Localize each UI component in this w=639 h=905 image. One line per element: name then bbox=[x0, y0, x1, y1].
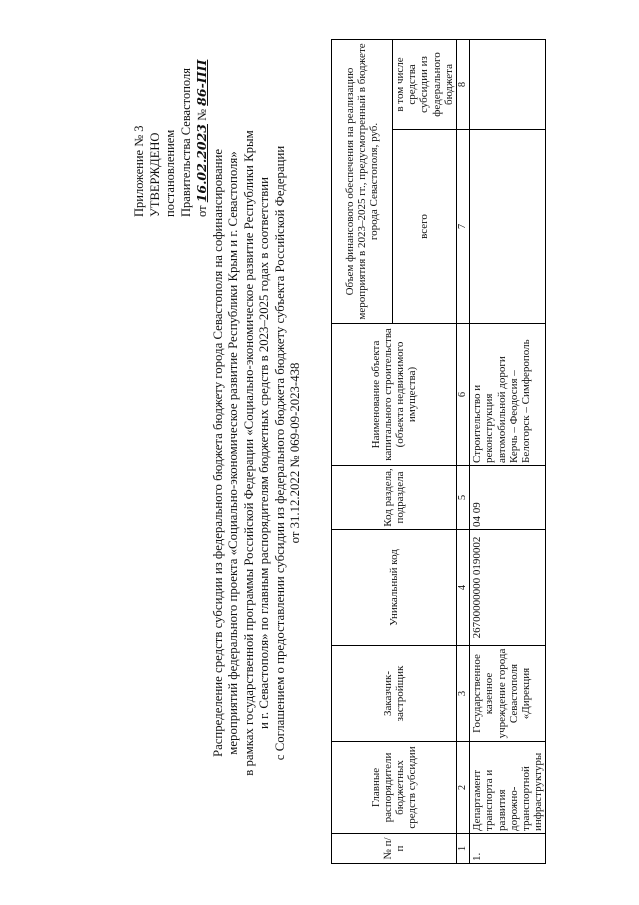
header-financing-group: Объем финансового обеспечения на реализацию мероприятия в 2023–2025 гг., предусмотренный в бюджете города Севастополя, руб. bbox=[332, 40, 393, 324]
header-total: всего bbox=[393, 130, 457, 324]
row-total bbox=[470, 130, 546, 324]
appendix-number: Приложение № 3 bbox=[132, 125, 146, 217]
title-line: мероприятий федерального проекта «Социально-экономическое развитие Республики Крым и г. Севастополя» bbox=[226, 151, 241, 755]
resolution-label: постановлением bbox=[163, 129, 177, 217]
column-number: 2 bbox=[457, 742, 470, 834]
header-customer: Заказчик-застройщик bbox=[332, 646, 457, 742]
header-federal-share: в том числе средства субсидии из федерального бюджета bbox=[393, 40, 457, 130]
row-customer: Государственное казенное учреждение города Севастополя «Дирекция bbox=[470, 646, 546, 742]
column-number: 4 bbox=[457, 530, 470, 646]
title-line: в рамках государственной программы Российской Федерации «Социально-экономическое развитие Республики Крым bbox=[241, 130, 256, 776]
row-number: 1. bbox=[470, 834, 546, 864]
government-label: Правительства Севастополя bbox=[178, 68, 193, 217]
resolution-number: 86-ПП bbox=[194, 59, 209, 106]
table-header-row bbox=[332, 40, 393, 864]
date-prefix: от bbox=[195, 205, 209, 217]
subsidy-distribution-table bbox=[331, 39, 546, 864]
column-number: 5 bbox=[457, 466, 470, 530]
document-title bbox=[211, 41, 303, 865]
title-line: и г. Севастополя» по главным распорядителям бюджетных средств в 2023–2025 годах в соответствии bbox=[257, 177, 272, 729]
header-object-name: Наименование объекта капитального строительства (объекта недвижимого имущества) bbox=[332, 324, 457, 466]
column-number: 7 bbox=[457, 130, 470, 324]
row-distributor: Департамент транспорта и развития дорожно-транспортной инфраструктуры bbox=[470, 742, 546, 834]
resolution-date: 16.02.2023 bbox=[194, 124, 209, 203]
column-number: 8 bbox=[457, 40, 470, 130]
column-number: 1 bbox=[457, 834, 470, 864]
header-number: № п/п bbox=[332, 834, 457, 864]
column-number: 6 bbox=[457, 324, 470, 466]
row-section-code: 04 09 bbox=[470, 466, 546, 530]
header-distributor: Главные распорядители бюджетных средств субсидии bbox=[332, 742, 457, 834]
approved-label: УТВЕРЖДЕНО bbox=[147, 132, 162, 217]
title-line: Распределение средств субсидии из федерального бюджета бюджету города Севастополя на софинансирование bbox=[211, 148, 225, 758]
table-row bbox=[470, 40, 546, 864]
title-line: от 31.12.2022 № 069-09-2023-438 bbox=[288, 362, 303, 544]
number-prefix: № bbox=[195, 108, 209, 121]
row-unique-code: 26700000000 0190002 bbox=[470, 530, 546, 646]
appendix-approval-block bbox=[132, 2, 211, 217]
header-section-code: Код раздела, подраздела bbox=[332, 466, 457, 530]
header-unique-code: Уникальный код bbox=[332, 530, 457, 646]
title-line: с Соглашением о предоставлении субсидии из федерального бюджета бюджету субъекта Российской Федерации bbox=[272, 145, 287, 761]
row-object-name: Строительство и реконструкция автомобильной дороги Керчь – Феодосия – Белогорск – Симферополь bbox=[470, 324, 546, 466]
column-number-row bbox=[457, 40, 470, 864]
row-federal-share bbox=[470, 40, 546, 130]
column-number: 3 bbox=[457, 646, 470, 742]
resolution-date-line bbox=[194, 2, 211, 217]
